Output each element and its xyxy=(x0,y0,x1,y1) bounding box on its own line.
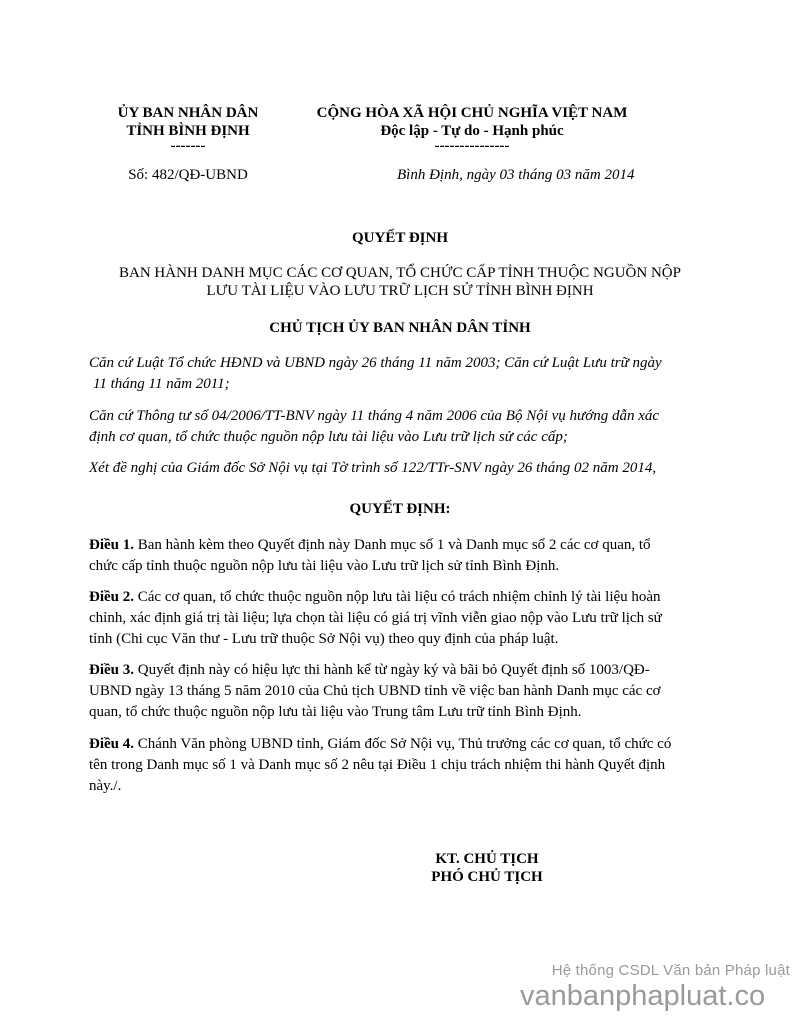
article-label: Điều 4. xyxy=(89,736,134,752)
article-text: Các cơ quan, tổ chức thuộc nguồn nộp lưu tài liệu có trách nhiệm chỉnh lý tài liệu hoàn xyxy=(134,589,661,605)
national-title: CỘNG HÒA XÃ HỘI CHỦ NGHĨA VIỆT NAM xyxy=(316,105,628,121)
article-text: Ban hành kèm theo Quyết định này Danh mục số 1 và Danh mục số 2 các cơ quan, tổ xyxy=(134,537,651,553)
document-number: Số: 482/QĐ-UBND xyxy=(128,167,248,183)
issuing-authority: CHỦ TỊCH ỦY BAN NHÂN DÂN TỈNH xyxy=(269,320,531,336)
motto-divider: --------------- xyxy=(434,138,510,154)
article-text: này./. xyxy=(89,778,122,794)
article-text: chỉnh, xác định giá trị tài liệu; lựa chọn tài liệu có giá trị vĩnh viễn giao nộp vào Lưu trữ lịch sử xyxy=(89,610,662,626)
article-text: chức cấp tỉnh thuộc nguồn nộp lưu tài liệu vào Lưu trữ lịch sử tỉnh Bình Định. xyxy=(89,558,560,574)
article-3 xyxy=(89,660,729,723)
preamble-1-line-2: 11 tháng 11 năm 2011; xyxy=(93,376,230,392)
national-motto: Độc lập - Tự do - Hạnh phúc xyxy=(380,123,564,139)
place-date: Bình Định, ngày 03 tháng 03 năm 2014 xyxy=(397,167,635,183)
issuer-name: ỦY BAN NHÂN DÂN xyxy=(117,105,259,121)
article-label: Điều 2. xyxy=(89,589,134,605)
article-text: UBND ngày 13 tháng 5 năm 2010 của Chủ tịch UBND tỉnh về việc ban hành Danh mục các cơ xyxy=(89,683,661,699)
decision-heading: QUYẾT ĐỊNH: xyxy=(349,501,451,517)
signature-position: PHÓ CHỦ TỊCH xyxy=(431,869,543,885)
article-text: Quyết định này có hiệu lực thi hành kể từ ngày ký và bãi bỏ Quyết định số 1003/QĐ- xyxy=(134,662,650,678)
document-title: QUYẾT ĐỊNH xyxy=(352,230,448,246)
article-label: Điều 3. xyxy=(89,662,134,678)
document-subject-line-1: BAN HÀNH DANH MỤC CÁC CƠ QUAN, TỔ CHỨC CẤP TỈNH THUỘC NGUỒN NỘP xyxy=(119,265,681,281)
article-text: Chánh Văn phòng UBND tỉnh, Giám đốc Sở Nội vụ, Thủ trưởng các cơ quan, tổ chức có xyxy=(134,736,672,752)
article-text: tên trong Danh mục số 1 và Danh mục số 2 nêu tại Điều 1 chịu trách nhiệm thi hành Quyết định xyxy=(89,757,666,773)
signature-title: KT. CHỦ TỊCH xyxy=(435,851,539,867)
issuer-province: TỈNH BÌNH ĐỊNH xyxy=(126,123,250,139)
preamble-3 xyxy=(89,458,729,479)
watermark-site: vanbanphapluat.co xyxy=(520,980,766,1012)
preamble-2-line-2: định cơ quan, tổ chức thuộc nguồn nộp lưu tài liệu vào Lưu trữ lịch sử các cấp; xyxy=(89,429,568,445)
preamble-1 xyxy=(89,353,729,395)
preamble-2 xyxy=(89,406,729,448)
article-1 xyxy=(89,535,729,577)
article-2 xyxy=(89,587,729,650)
article-text: quan, tổ chức thuộc nguồn nộp lưu tài liệu vào Trung tâm Lưu trữ tỉnh Bình Định. xyxy=(89,704,582,720)
issuer-divider: ------- xyxy=(170,138,206,154)
watermark-caption: Hệ thống CSDL Văn bản Pháp luật xyxy=(551,962,790,979)
preamble-2-line-1: Căn cứ Thông tư số 04/2006/TT-BNV ngày 11 tháng 4 năm 2006 của Bộ Nội vụ hướng dẫn xác xyxy=(89,408,660,424)
article-4 xyxy=(89,734,729,797)
preamble-1-line-1: Căn cứ Luật Tổ chức HĐND và UBND ngày 26 tháng 11 năm 2003; Căn cứ Luật Lưu trữ ngày xyxy=(89,355,662,371)
article-label: Điều 1. xyxy=(89,537,134,553)
document-subject-line-2: LƯU TÀI LIỆU VÀO LƯU TRỮ LỊCH SỬ TỈNH BÌNH ĐỊNH xyxy=(206,283,594,299)
preamble-3-line-1: Xét đề nghị của Giám đốc Sở Nội vụ tại Tờ trình số 122/TTr-SNV ngày 26 tháng 02 năm 2014, xyxy=(89,460,657,476)
article-text: tỉnh (Chi cục Văn thư - Lưu trữ thuộc Sở Nội vụ) theo quy định của pháp luật. xyxy=(89,631,559,647)
